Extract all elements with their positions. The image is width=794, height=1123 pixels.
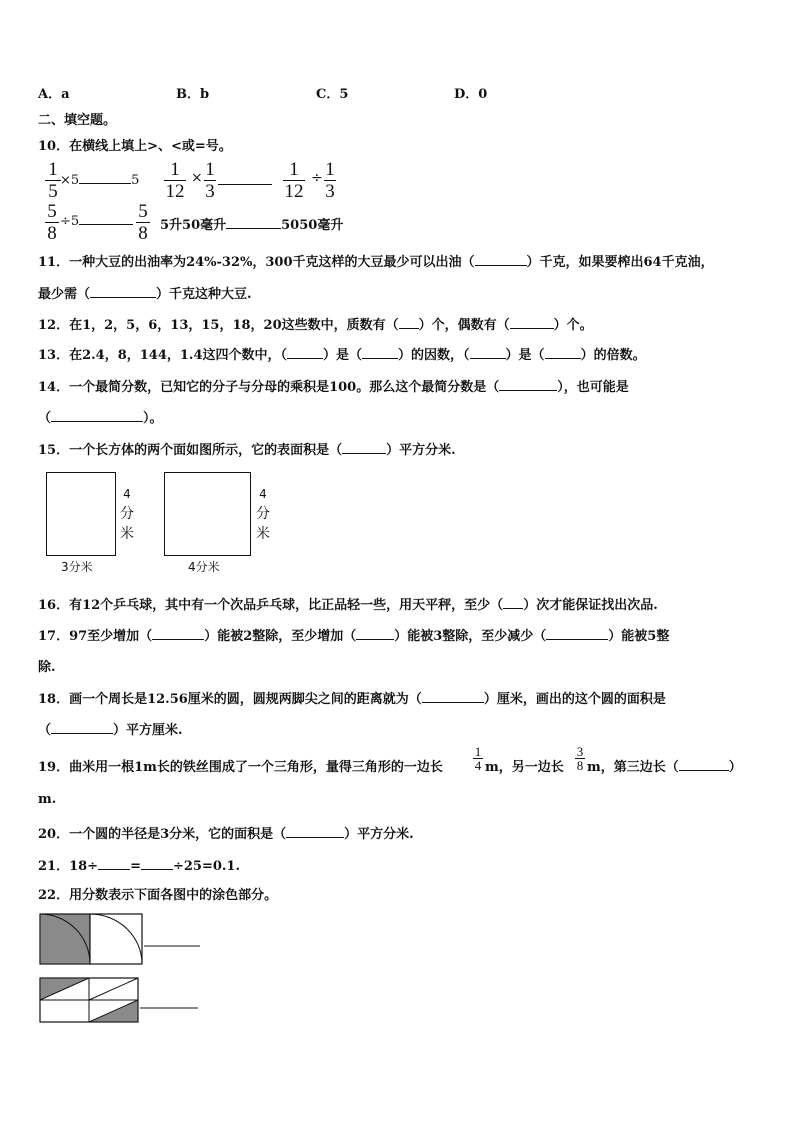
q10-expr-1 xyxy=(60,173,139,188)
fraction-1-4: 1 4 xyxy=(474,744,482,773)
question-19-part-1: 19．曲米用一根1m长的铁丝围成了一个三角形，量得三角形的一边长 xyxy=(38,760,443,775)
question-20: 20．一个圆的半径是3分米，它的面积是（ ）平方分米. xyxy=(38,827,414,842)
answer-blank-17c[interactable] xyxy=(546,639,608,640)
question-12: 12．在1，2，5，6，13，15，18，20这些数中，质数有（ ）个，偶数有（ ）个。 xyxy=(38,318,593,333)
fraction-1-3-b: 1 3 xyxy=(325,159,335,202)
answer-blank-13d[interactable] xyxy=(545,358,581,359)
answer-blank-11b[interactable] xyxy=(90,297,156,298)
q10-volume-right: 5050毫升 xyxy=(281,218,344,233)
question-14-line-1: 14．一个最简分数，已知它的分子与分母的乘积是100。那么这个最简分数是（ ），也可能是 xyxy=(38,380,629,395)
answer-blank-19[interactable] xyxy=(679,770,729,771)
answer-blank-13c[interactable] xyxy=(470,358,506,359)
answer-blank-13a[interactable] xyxy=(287,358,323,359)
section-title: 二、填空题。 xyxy=(38,113,117,128)
q10-op-2: ÷5 xyxy=(60,214,80,229)
fraction-5-8-b: 5 8 xyxy=(136,202,150,243)
answer-blank-12b[interactable] xyxy=(510,328,554,329)
fraction-1-3-a: 1 3 xyxy=(205,159,215,202)
fraction-1-12: 1 12 xyxy=(165,159,185,202)
answer-blank-12a[interactable] xyxy=(399,328,419,329)
q10-divide: ÷ xyxy=(311,170,323,186)
question-21: 21．18÷ = ÷25=0.1. xyxy=(38,859,241,874)
face-2-height-label: 4 分 米 xyxy=(256,487,270,542)
choice-c: C．5 xyxy=(316,87,349,102)
question-14-line-2: （ ）。 xyxy=(38,411,163,426)
answer-blank-10b[interactable] xyxy=(218,184,272,185)
fraction-1-5: 1 5 xyxy=(45,160,61,201)
face-2-width-label: 4分米 xyxy=(188,560,220,574)
question-11-line-1: 11．一种大豆的出油率为24%-32%，300千克这样的大豆最少可以出油（ ）千克，如果要榨出64千克油， xyxy=(38,255,714,270)
choice-d: D．0 xyxy=(454,87,488,102)
question-15: 15．一个长方体的两个面如图所示，它的表面积是（ ）平方分米. xyxy=(38,443,456,458)
question-19-part-3: m，第三边长（ ） xyxy=(587,760,742,775)
question-19-part-2: m，另一边长 xyxy=(485,760,564,775)
fraction-3-8: 3 8 xyxy=(576,744,584,773)
answer-blank-10a[interactable] xyxy=(79,183,131,184)
answer-blank-10d[interactable] xyxy=(226,228,281,229)
question-18-line-1: 18．画一个周长是12.56厘米的圆，圆规两脚尖之间的距离就为（ ）厘米，画出的这个圆的面积是 xyxy=(38,692,666,707)
face-1-width-label: 3分米 xyxy=(61,560,93,574)
question-17-line-2: 除. xyxy=(38,660,56,675)
answer-blank-16[interactable] xyxy=(503,608,523,609)
q10-times: × xyxy=(191,170,203,186)
question-18-line-2: （ ）平方厘米. xyxy=(38,723,183,738)
fraction-1-12-b: 1 12 xyxy=(284,159,304,202)
answer-blank-17b[interactable] xyxy=(356,639,394,640)
answer-blank-13b[interactable] xyxy=(362,358,398,359)
q10-expr-3 xyxy=(160,214,343,233)
figure-1-right-square xyxy=(90,914,142,964)
shaded-figure-1 xyxy=(38,912,204,966)
answer-blank-21b[interactable] xyxy=(141,869,173,870)
q10-op-1: ×5 xyxy=(60,173,80,188)
fraction-5-8: 5 8 xyxy=(45,202,59,243)
question-11-line-2: 最少需（ ）千克这种大豆. xyxy=(38,287,252,302)
answer-blank-18b[interactable] xyxy=(51,733,113,734)
answer-blank-14a[interactable] xyxy=(499,390,557,391)
answer-blank-18a[interactable] xyxy=(422,702,484,703)
question-19-line-2: m. xyxy=(38,792,57,807)
shaded-figure-2 xyxy=(38,976,204,1026)
answer-blank-10c[interactable] xyxy=(79,224,133,225)
answer-blank-20[interactable] xyxy=(286,837,344,838)
question-22: 22．用分数表示下面各图中的涂色部分。 xyxy=(38,888,278,903)
q10-rhs-1: 5 xyxy=(131,173,140,188)
answer-blank-15[interactable] xyxy=(342,453,386,454)
q10-volume-left: 5升50毫升 xyxy=(160,218,227,233)
face-rectangle-2 xyxy=(164,472,251,556)
q10-expr-2 xyxy=(60,214,133,229)
answer-blank-21a[interactable] xyxy=(98,869,130,870)
question-13: 13．在2.4，8，144，1.4这四个数中，（ ）是（ ）的因数，（ ）是（ ）的倍数。 xyxy=(38,348,646,363)
answer-blank-17a[interactable] xyxy=(152,639,204,640)
face-1-height-label: 4 分 米 xyxy=(120,487,134,542)
answer-blank-14b[interactable] xyxy=(51,421,143,422)
question-16: 16．有12个乒乓球，其中有一个次品乒乓球，比正品轻一些，用天平秤，至少（ ）次才能保证找出次品. xyxy=(38,598,658,613)
answer-blank-11a[interactable] xyxy=(475,265,527,266)
question-17-line-1: 17．97至少增加（ ）能被2整除，至少增加（ ）能被3整除，至少减少（ ）能被5整 xyxy=(38,629,670,644)
question-10: 10．在横线上填上>、<或=号。 xyxy=(38,139,232,154)
choice-a: A．a xyxy=(38,87,70,102)
choice-b: B．b xyxy=(176,87,210,102)
face-rectangle-1 xyxy=(46,472,116,556)
